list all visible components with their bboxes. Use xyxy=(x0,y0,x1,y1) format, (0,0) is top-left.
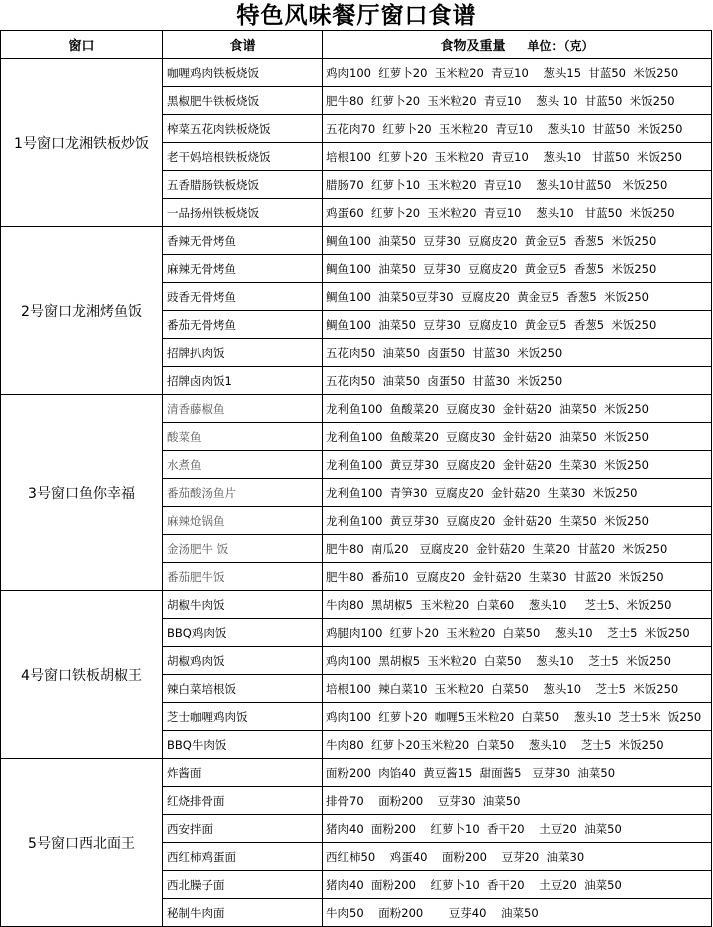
header-food-label: 食物及重量 xyxy=(440,39,506,54)
food-weights: 龙利鱼100 黄豆芽30 豆腐皮20 金针菇20 生菜50 米饭250 xyxy=(323,507,712,535)
food-weights: 猪肉40 面粉200 红萝卜10 香干20 土豆20 油菜50 xyxy=(323,815,712,843)
food-weights: 牛肉50 面粉200 豆芽40 油菜50 xyxy=(323,899,712,927)
dish-name: 招牌卤肉饭1 xyxy=(163,367,323,395)
dish-name: 招牌扒肉饭 xyxy=(163,339,323,367)
dish-name: 胡椒鸡肉饭 xyxy=(163,647,323,675)
dish-name: 番茄肥牛饭 xyxy=(163,563,323,591)
dish-name: 老干妈培根铁板烧饭 xyxy=(163,143,323,171)
window-name: 2号窗口龙湘烤鱼饭 xyxy=(1,227,163,395)
dish-name: 炸酱面 xyxy=(163,759,323,787)
food-weights: 鲷鱼100 油菜50 豆芽30 豆腐皮20 黄金豆5 香葱5 米饭250 xyxy=(323,227,712,255)
food-weights: 肥牛80 番茄10 豆腐皮20 金针菇20 生菜30 甘蓝20 米饭250 xyxy=(323,563,712,591)
food-weights: 面粉200 肉馅40 黄豆酱15 甜面酱5 豆芽30 油菜50 xyxy=(323,759,712,787)
food-weights: 龙利鱼100 鱼酸菜20 豆腐皮30 金针菇20 油菜50 米饭250 xyxy=(323,395,712,423)
dish-name: 金汤肥牛 饭 xyxy=(163,535,323,563)
dish-name: 辣白菜培根饭 xyxy=(163,675,323,703)
table-row xyxy=(1,59,712,87)
dish-name: BBQ鸡肉饭 xyxy=(163,619,323,647)
dish-name: 一品扬州铁板烧饭 xyxy=(163,199,323,227)
dish-name: 红烧排骨面 xyxy=(163,787,323,815)
window-name: 1号窗口龙湘铁板炒饭 xyxy=(1,59,163,227)
window-name: 4号窗口铁板胡椒王 xyxy=(1,591,163,759)
food-weights: 五花肉50 油菜50 卤蛋50 甘蓝30 米饭250 xyxy=(323,367,712,395)
food-weights: 腊肠70 红萝卜10 玉米粒20 青豆10 葱头10甘蓝50 米饭250 xyxy=(323,171,712,199)
menu-table xyxy=(0,30,712,927)
table-row xyxy=(1,759,712,787)
table-row xyxy=(1,227,712,255)
dish-name: 豉香无骨烤鱼 xyxy=(163,283,323,311)
food-weights: 牛肉80 黑胡椒5 玉米粒20 白菜60 葱头10 芝士5、米饭250 xyxy=(323,591,712,619)
food-weights: 龙利鱼100 黄豆芽30 豆腐皮20 金针菇20 生菜30 米饭250 xyxy=(323,451,712,479)
header-window: 窗口 xyxy=(1,31,163,59)
food-weights: 肥牛80 红萝卜20 玉米粒20 青豆10 葱头 10 甘蓝50 米饭250 xyxy=(323,87,712,115)
food-weights: 鲷鱼100 油菜50 豆芽30 豆腐皮20 黄金豆5 香葱5 米饭250 xyxy=(323,255,712,283)
food-weights: 排骨70 面粉200 豆芽30 油菜50 xyxy=(323,787,712,815)
food-weights: 鲷鱼100 油菜50豆芽30 豆腐皮20 黄金豆5 香葱5 米饭250 xyxy=(323,283,712,311)
dish-name: 水煮鱼 xyxy=(163,451,323,479)
food-weights: 鸡蛋60 红萝卜20 玉米粒20 青豆10 葱头10 甘蓝50 米饭250 xyxy=(323,199,712,227)
food-weights: 五花肉50 油菜50 卤蛋50 甘蓝30 米饭250 xyxy=(323,339,712,367)
food-weights: 肥牛80 南瓜20 豆腐皮20 金针菇20 生菜20 甘蓝20 米饭250 xyxy=(323,535,712,563)
dish-name: 西红柿鸡蛋面 xyxy=(163,843,323,871)
food-weights: 培根100 红萝卜20 玉米粒20 青豆10 葱头10 甘蓝50 米饭250 xyxy=(323,143,712,171)
dish-name: 香辣无骨烤鱼 xyxy=(163,227,323,255)
food-weights: 鲷鱼100 油菜50 豆芽30 豆腐皮10 黄金豆5 香葱5 米饭250 xyxy=(323,311,712,339)
food-weights: 培根100 辣白菜10 玉米粒20 白菜50 葱头10 芝士5 米饭250 xyxy=(323,675,712,703)
dish-name: 芝士咖喱鸡肉饭 xyxy=(163,703,323,731)
dish-name: 清香藤椒鱼 xyxy=(163,395,323,423)
food-weights: 龙利鱼100 青笋30 豆腐皮20 金针菇20 生菜30 米饭250 xyxy=(323,479,712,507)
dish-name: 酸菜鱼 xyxy=(163,423,323,451)
dish-name: 西安拌面 xyxy=(163,815,323,843)
dish-name: 黑椒肥牛铁板烧饭 xyxy=(163,87,323,115)
food-weights: 龙利鱼100 鱼酸菜20 豆腐皮30 金针菇20 油菜50 米饭250 xyxy=(323,423,712,451)
table-row xyxy=(1,395,712,423)
dish-name: 西北臊子面 xyxy=(163,871,323,899)
dish-name: 胡椒牛肉饭 xyxy=(163,591,323,619)
food-weights: 猪肉40 面粉200 红萝卜10 香干20 土豆20 油菜50 xyxy=(323,871,712,899)
window-name: 3号窗口鱼你幸福 xyxy=(1,395,163,591)
food-weights: 牛肉80 红萝卜20玉米粒20 白菜50 葱头10 芝士5 米饭250 xyxy=(323,731,712,759)
dish-name: 五香腊肠铁板烧饭 xyxy=(163,171,323,199)
dish-name: 咖喱鸡肉铁板烧饭 xyxy=(163,59,323,87)
dish-name: 麻辣炝锅鱼 xyxy=(163,507,323,535)
menu-body xyxy=(1,59,712,927)
header-food xyxy=(323,31,712,59)
food-weights: 五花肉70 红萝卜20 玉米粒20 青豆10 葱头10 甘蓝50 米饭250 xyxy=(323,115,712,143)
dish-name: 麻辣无骨烤鱼 xyxy=(163,255,323,283)
food-weights: 西红柿50 鸡蛋40 面粉200 豆芽20 油菜30 xyxy=(323,843,712,871)
header-recipe: 食谱 xyxy=(163,31,323,59)
table-row xyxy=(1,591,712,619)
window-name: 5号窗口西北面王 xyxy=(1,759,163,927)
dish-name: 榨菜五花肉铁板烧饭 xyxy=(163,115,323,143)
dish-name: 秘制牛肉面 xyxy=(163,899,323,927)
dish-name: BBQ牛肉饭 xyxy=(163,731,323,759)
dish-name: 番茄酸汤鱼片 xyxy=(163,479,323,507)
food-weights: 鸡肉100 黑胡椒5 玉米粒20 白菜50 葱头10 芝士5 米饭250 xyxy=(323,647,712,675)
header-unit: 单位：（克） xyxy=(527,39,594,53)
header-row xyxy=(1,31,712,59)
food-weights: 鸡腿肉100 红萝卜20 玉米粒20 白菜50 葱头10 芝士5 米饭250 xyxy=(323,619,712,647)
food-weights: 鸡肉100 红萝卜20 玉米粒20 青豆10 葱头15 甘蓝50 米饭250 xyxy=(323,59,712,87)
food-weights: 鸡肉100 红萝卜20 咖喱5玉米粒20 白菜50 葱头10 芝士5米 饭250 xyxy=(323,703,712,731)
page-title: 特色风味餐厅窗口食谱 xyxy=(236,2,477,29)
dish-name: 番茄无骨烤鱼 xyxy=(163,311,323,339)
